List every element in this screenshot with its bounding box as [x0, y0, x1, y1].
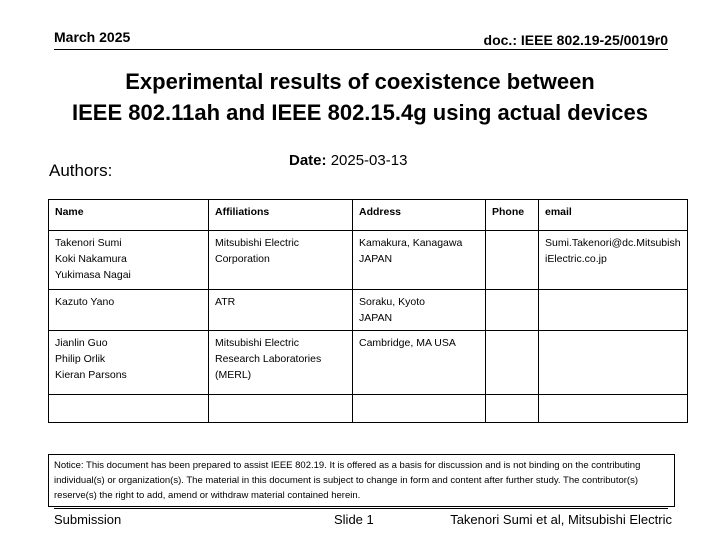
table-row: [49, 331, 688, 395]
header-doc-id: doc.: IEEE 802.19-25/0019r0: [483, 32, 668, 48]
cell-affiliation: [209, 395, 353, 423]
date-line: [289, 152, 407, 169]
table-row: [49, 290, 688, 331]
title-line-2: IEEE 802.11ah and IEEE 802.15.4g using actual devices: [72, 100, 648, 125]
cell-name: [49, 395, 209, 423]
cell-affiliation: ATR: [209, 290, 353, 331]
col-header-address: Address: [353, 200, 486, 231]
cell-phone: [486, 331, 539, 395]
authors-label: Authors:: [49, 161, 113, 180]
footer-divider: [54, 508, 668, 509]
slide-title: [40, 66, 680, 128]
table-header-row: [49, 200, 688, 231]
date-value: 2025-03-13: [330, 152, 408, 169]
cell-address: Cambridge, MA USA: [353, 331, 486, 395]
footer-slide-number: Slide 1: [334, 512, 374, 527]
footer-author: Takenori Sumi et al, Mitsubishi Electric: [450, 512, 672, 527]
cell-phone: [486, 231, 539, 290]
authors-table: [48, 199, 688, 423]
cell-name: Takenori Sumi Koki Nakamura Yukimasa Nagai: [49, 231, 209, 290]
title-line-1: Experimental results of coexistence between: [125, 69, 595, 94]
col-header-name: Name: [49, 200, 209, 231]
footer-submission: Submission: [54, 512, 122, 527]
cell-email: [539, 290, 688, 331]
header-divider: [54, 49, 668, 50]
table-row: [49, 395, 688, 423]
cell-affiliation: Mitsubishi Electric Corporation: [209, 231, 353, 290]
cell-email: Sumi.Takenori@dc.MitsubishiElectric.co.jp: [539, 231, 688, 290]
date-label: Date:: [289, 152, 327, 169]
cell-address: Soraku, Kyoto JAPAN: [353, 290, 486, 331]
col-header-phone: Phone: [486, 200, 539, 231]
col-header-affiliations: Affiliations: [209, 200, 353, 231]
cell-address: [353, 395, 486, 423]
cell-address: Kamakura, Kanagawa JAPAN: [353, 231, 486, 290]
col-header-email: email: [539, 200, 688, 231]
cell-phone: [486, 290, 539, 331]
table-row: [49, 231, 688, 290]
cell-name: Jianlin Guo Philip Orlik Kieran Parsons: [49, 331, 209, 395]
header-date: March 2025: [54, 29, 131, 45]
cell-phone: [486, 395, 539, 423]
cell-affiliation: Mitsubishi Electric Research Laboratories (MERL): [209, 331, 353, 395]
notice-box: Notice: This document has been prepared to assist IEEE 802.19. It is offered as a basis for discussion and is not binding on the contributing individual(s) or organization(s). The material in this document is subject to change in form and content after further study. The contributor(s) reserve(s) the right to add, amend or withdraw material contained herein.: [48, 454, 675, 507]
cell-email: [539, 331, 688, 395]
cell-email: [539, 395, 688, 423]
cell-name: Kazuto Yano: [49, 290, 209, 331]
